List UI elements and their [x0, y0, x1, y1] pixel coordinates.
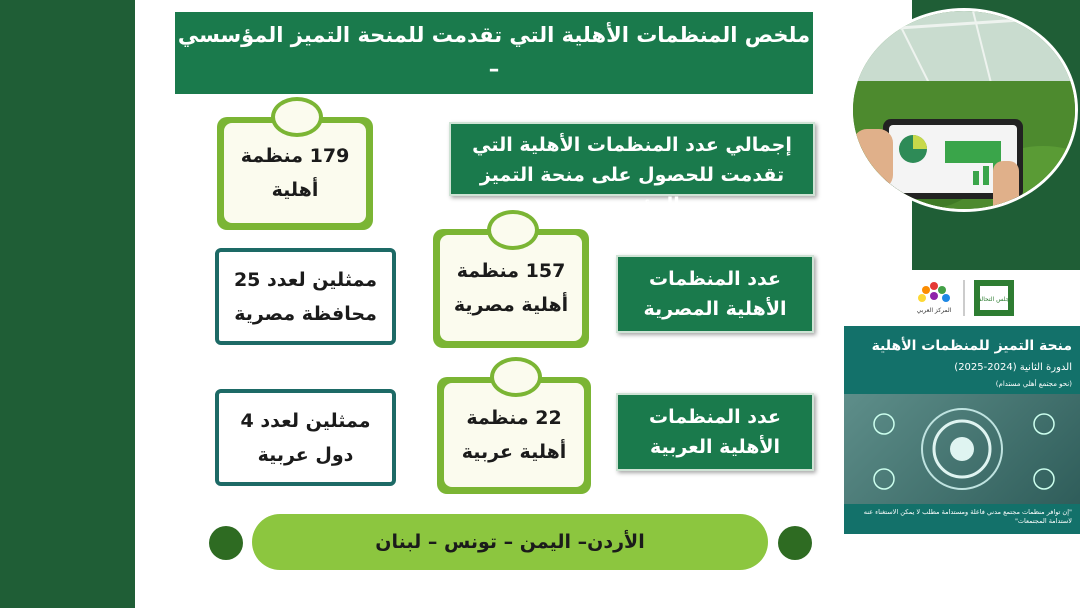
arab-center-logo-icon	[918, 282, 950, 302]
cover-quote: "إن توافر منظمات مجتمع مدني فاعلة ومستدامة مطلب لا يمكن الاستغناء عنه لاستدامة المجتمعات"	[863, 508, 1072, 525]
total-value-line1: 179 منظمة	[240, 145, 350, 167]
page-title-line2: الدورة الثانية 2024-2025	[361, 91, 627, 115]
egyptian-detail-card	[215, 248, 396, 345]
egyptian-value-line2: أهلية مصرية	[453, 294, 569, 316]
arab-detail-line1: ممثلين لعدد 4	[240, 409, 371, 432]
cover-title: منحة التميز للمنظمات الأهلية	[871, 338, 1072, 354]
arab-card-tab	[490, 357, 542, 397]
egyptian-value-line1: 157 منظمة	[456, 260, 566, 282]
arab-detail-card	[215, 389, 396, 486]
grant-cover-card	[844, 326, 1080, 534]
page-title-line1: ملخص المنظمات الأهلية التي تقدمت للمنحة التميز المؤسسي –	[177, 23, 811, 81]
left-green-band	[0, 0, 135, 608]
total-label-box	[449, 122, 815, 216]
countries-pill	[252, 514, 768, 570]
arab-label-line2: الأهلية العربية	[649, 436, 781, 458]
total-value-inner	[224, 123, 366, 223]
arab-value-line1: 22 منظمة	[466, 407, 562, 429]
egyptian-value-inner	[440, 235, 582, 341]
total-card-tab	[271, 97, 323, 137]
cover-subtitle: الدورة الثانية (2024-2025)	[954, 362, 1072, 373]
total-label: إجمالي عدد المنظمات الأهلية التي تقدمت للحصول على منحة التميز المؤسسي	[472, 134, 792, 216]
countries-text: الأردن– اليمن – تونس – لبنان	[375, 531, 645, 553]
egyptian-label-line1: عدد المنظمات	[649, 268, 781, 290]
arab-label-line1: عدد المنظمات	[649, 406, 781, 428]
photo-phone-in-greenhouse	[850, 8, 1078, 212]
egyptian-label-line2: الأهلية المصرية	[643, 298, 787, 320]
egyptian-detail-line2: محافظة مصرية	[234, 302, 377, 325]
arab-center-logo-text: المركز العربي	[916, 307, 952, 314]
arab-label-box	[616, 393, 814, 471]
page-title	[175, 12, 813, 115]
egyptian-detail-line1: ممثلين لعدد 25	[233, 268, 378, 291]
egyptian-card-tab	[487, 210, 539, 250]
ministry-logo-text: مجلس التحالف	[975, 296, 1013, 303]
logos-graphic	[912, 276, 1052, 322]
photo-illustration	[853, 11, 1078, 212]
logos	[912, 276, 1052, 322]
arab-value-inner	[444, 383, 584, 487]
total-value-line2: أهلية	[271, 179, 319, 201]
cover-gear-icon	[844, 394, 1080, 504]
arab-detail-line2: دول عربية	[257, 443, 354, 466]
right-dot	[778, 526, 812, 560]
egyptian-label-box	[616, 255, 814, 333]
arab-value-line2: أهلية عربية	[461, 441, 567, 463]
cover-tagline: (نحو مجتمع أهلي مستدام)	[995, 380, 1072, 388]
left-dot	[209, 526, 243, 560]
cover-image	[844, 394, 1080, 504]
